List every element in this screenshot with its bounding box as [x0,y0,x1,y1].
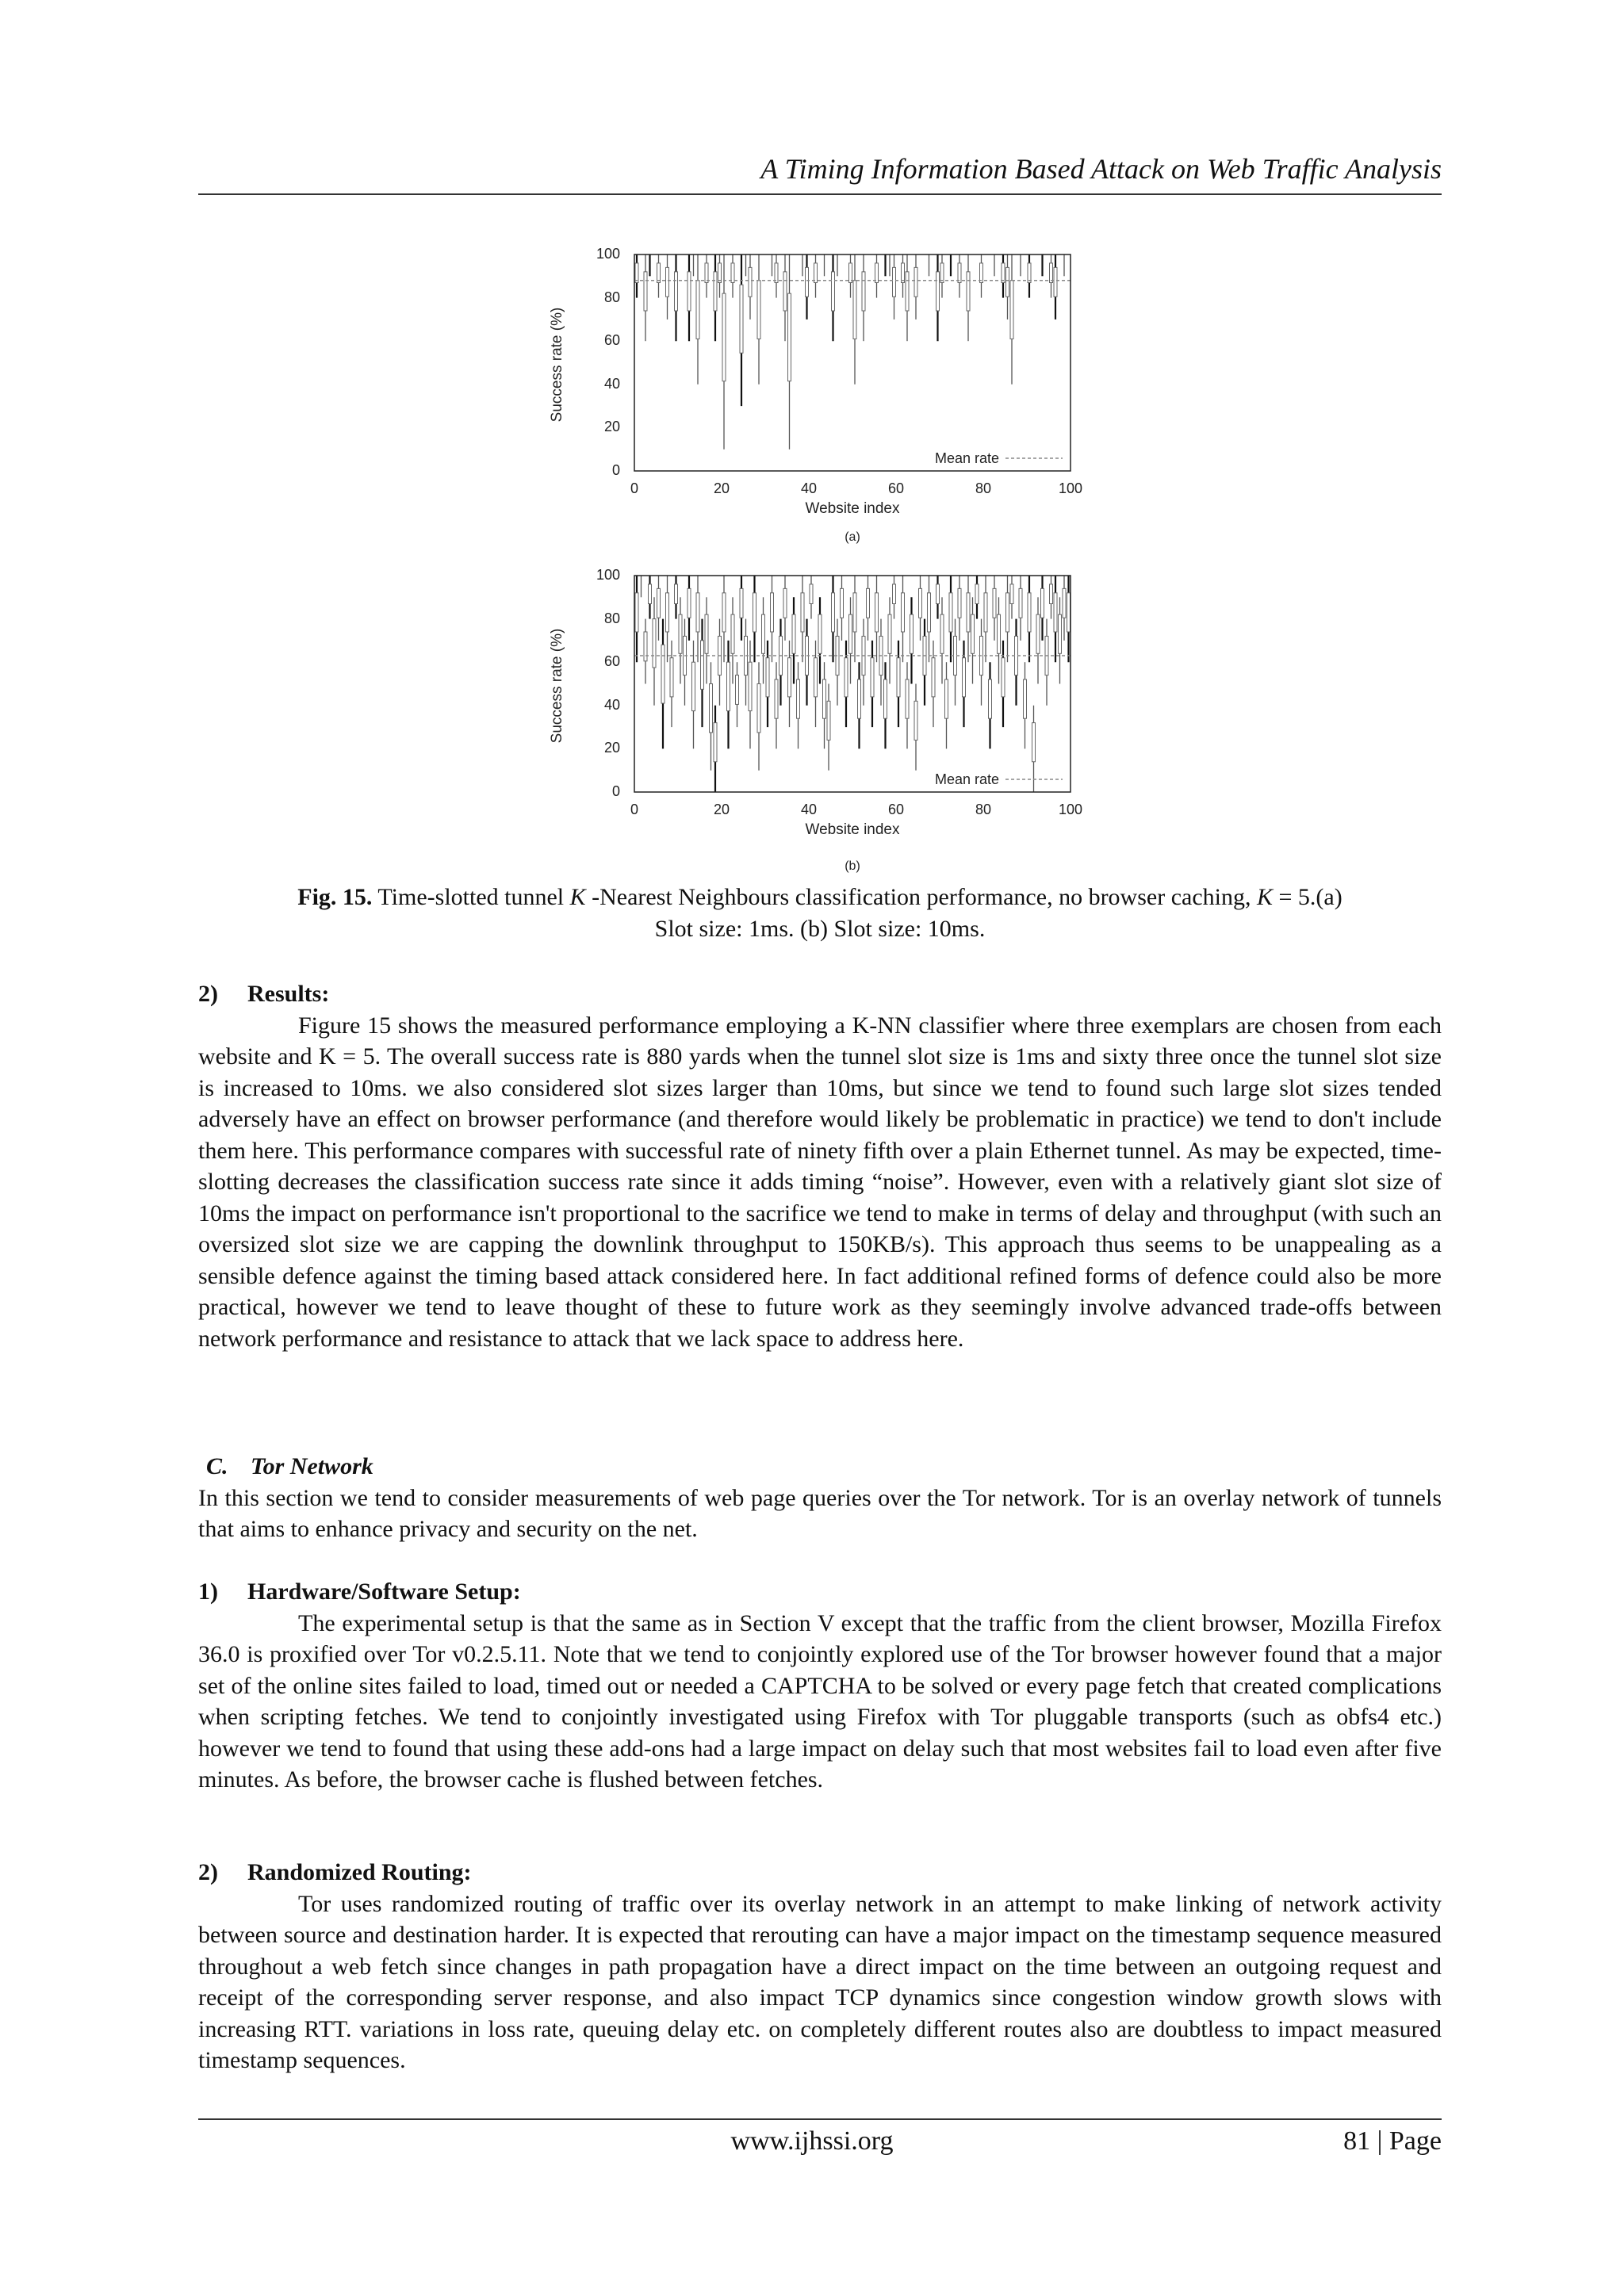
box-mark [1006,593,1009,632]
box-mark [845,658,848,697]
chart-b-xtick: 0 [630,802,639,817]
box-mark [906,679,909,718]
box-mark [675,272,678,311]
box-mark [862,272,865,311]
chart-a-legend-label: Mean rate [934,450,999,466]
box-mark [696,281,699,339]
running-header: A Timing Information Based Attack on Web Traffic Analysis [760,153,1442,185]
box-mark [783,588,787,618]
box-mark [906,272,909,311]
chart-b-panel-label: (b) [845,859,860,873]
box-mark [893,267,896,297]
box-mark [1067,593,1071,632]
section-body: Tor uses randomized routing of traffic over its overlay network in an attempt to make linking of network activity between source and destination harder. It is expected that rerouting can have a major impact on the timestamp sequence measured throughout a web fetch since changes in path propagation have a direct impact on the time between an outgoing request and receipt of the corresponding server response, and also impact TCP dynamics since congestion window growth slows with increasing RTT. variations in loss rate, queuing delay etc. on completely different routes also are doubtless to impact measured timestamp sequences. [198,1890,1442,2073]
subsection-letter: C. [206,1453,228,1479]
box-mark [749,267,752,297]
section-body: Figure 15 shows the measured performance employing a K-NN classifier where three exemplars are chosen from each website and K = 5. The overall success rate is 880 yards when the tunnel slot size is 1ms and sixty three once the tunnel slot size is increased to 10ms. we also considered slot sizes larger than 10ms, but since we tend to found such large slot sizes tended adversely have an effect on browser performance (and therefore would likely be problematic in practice) we tend to don't include them here. This performance compares with successful rate of ninety fifth over a plain Ethernet tunnel. As may be expected, time-slotting decreases the classification success rate since it adds timing “noise”. However, even with a relatively giant slot size of 10ms the impact on performance isn't proportional to the sacrifice we tend to make in terms of delay and throughput (with such an oversized slot size we are capping the downlink throughput to 150KB/s). This approach thus seems to be unappealing as a sensible defence against the timing based attack considered here. In fact additional refined forms of defence could also be more practical, however we tend to leave thought of these to future work as they seemingly involve advanced trade-offs between network performance and resistance to attack that we lack space to address here. [198,1012,1442,1352]
chart-b-ytick: 40 [603,697,620,713]
section-body: The experimental setup is that the same as in Section V except that the traffic from the client browser, Mozilla Firefox 36.0 is proxified over Tor v0.2.5.11. Note that we tend to conjointly explored use of the Tor browser however found that a major set of the online sites failed to load, timed out or needed a CAPTCHA to be solved or every page fetch that created complications when scripting fetches. We tend to conjointly investigated using Firefox with Tor pluggable transports (such as obfs4 etc.) however we tend to found that using these add-ons had a large impact on delay such that most websites fail to load even after five minutes. As before, the browser cache is flushed between fetches. [198,1609,1442,1793]
chart-a-panel-label: (a) [845,530,860,544]
footer-rule [198,2118,1442,2120]
box-mark [783,272,787,311]
box-mark [696,593,699,632]
box-mark [657,588,661,618]
chart-a-xtick: 0 [630,480,639,496]
box-mark [710,684,713,733]
box-mark [832,593,835,632]
box-mark [932,658,935,697]
box-mark [736,675,739,705]
caption-text-3: = 5.(a) [1273,884,1342,910]
box-mark [657,263,661,283]
box-mark [740,285,743,353]
box-mark [1006,267,1009,297]
box-mark [705,263,708,283]
box-mark [958,263,961,283]
chart-b-ytick: 20 [603,740,620,756]
section-results [198,978,1442,1354]
box-mark [775,679,778,718]
chart-b-xtick: 60 [887,802,905,817]
box-mark [705,614,708,653]
box-mark [949,593,952,632]
box-mark [875,263,879,283]
box-mark [1002,658,1005,697]
box-mark [823,679,826,718]
chart-a-ylabel: Success rate (%) [549,307,565,423]
chart-a-xtick: 60 [887,480,905,496]
box-mark [858,679,861,718]
box-mark [893,584,896,604]
chart-a-svg [523,238,1094,555]
chart-a-ytick: 0 [611,462,620,478]
box-mark [801,593,804,632]
box-mark [762,614,765,653]
box-mark [940,614,944,653]
box-mark [661,645,665,703]
chart-b-ylabel: Success rate (%) [549,628,565,744]
box-mark [989,679,992,718]
box-mark [688,588,691,618]
chart-b-legend-label: Mean rate [934,771,999,787]
section-number: 2) [198,1859,218,1885]
box-mark [688,272,691,311]
box-mark [936,584,940,604]
box-mark [998,614,1001,653]
box-mark [810,584,813,604]
box-mark [867,588,870,618]
chart-b-ytick: 100 [596,567,620,583]
box-mark [832,272,835,311]
chart-a-ytick: 100 [596,246,620,262]
box-mark [945,679,948,718]
chart-b-ytick: 0 [611,783,620,799]
box-mark [1054,267,1057,297]
box-mark [635,263,638,283]
box-mark [940,263,944,283]
box-mark [714,723,717,762]
box-mark [936,272,940,311]
section-number: 2) [198,981,218,1007]
box-mark [980,263,983,283]
box-mark [897,658,900,697]
box-mark [1041,588,1044,618]
box-mark [757,684,760,733]
box-mark [644,272,647,311]
chart-b-yticks [596,567,620,799]
box-mark [849,263,852,283]
box-mark [853,593,856,632]
box-mark [722,593,726,632]
box-mark [1002,263,1005,283]
figure-15b [523,559,1094,884]
chart-b-xtick: 20 [713,802,730,817]
box-mark [971,614,975,653]
section-number: 1) [198,1578,218,1605]
section-randomized-routing [198,1857,1442,2076]
box-mark [958,588,961,618]
box-mark [967,593,970,632]
box-mark [871,658,874,697]
box-mark [727,662,730,710]
box-mark [775,263,778,283]
box-mark [653,619,656,668]
chart-b-svg [523,559,1094,884]
box-mark [1050,263,1053,283]
section-heading [198,1857,1442,1888]
box-mark [928,593,931,632]
box-mark [731,263,734,283]
section-title: Randomized Routing: [247,1859,472,1885]
chart-a-ytick: 80 [603,289,620,305]
box-mark [679,614,682,653]
box-mark [1036,614,1040,653]
box-mark [875,593,879,632]
box-mark [788,293,791,381]
box-mark [919,588,922,618]
footer-website: www.ijhssi.org [730,2126,894,2156]
box-mark [757,281,760,339]
box-mark [853,281,856,339]
box-mark [849,614,852,653]
box-mark [910,614,914,653]
box-mark [731,614,734,653]
box-mark [914,267,917,297]
section-heading [198,1576,1442,1608]
box-mark [818,614,822,653]
box-mark [814,658,818,697]
box-mark [967,272,970,311]
box-mark [675,584,678,604]
box-mark [740,588,743,618]
chart-b-xticks [630,802,1082,817]
caption-k1: K [569,884,586,910]
box-mark [975,584,979,604]
box-mark [963,658,966,697]
box-mark [1059,614,1062,653]
box-mark [888,614,891,653]
box-mark [884,679,887,718]
subsection-title: Tor Network [251,1453,373,1479]
box-mark [1010,584,1013,604]
section-title: Hardware/Software Setup: [247,1578,521,1605]
box-mark [1028,593,1031,632]
box-mark [692,662,695,710]
box-mark [670,658,673,697]
caption-k2: K [1256,884,1273,910]
box-mark [993,588,996,618]
section-heading [198,978,1442,1010]
caption-label: Fig. 15. [297,884,373,910]
box-mark [1050,584,1053,604]
chart-a-xtick: 100 [1058,480,1083,496]
box-mark [644,632,647,661]
box-mark [814,263,818,283]
header-rule [198,193,1442,195]
box-mark [666,593,669,632]
section-hardware-setup [198,1576,1442,1796]
box-mark [1010,281,1013,339]
chart-b-xtick: 40 [800,802,818,817]
box-mark [753,593,756,632]
box-mark [1054,593,1057,632]
chart-a-xlabel: Website index [805,500,900,517]
box-mark [984,593,987,632]
chart-a-xtick: 20 [713,480,730,496]
chart-a-boxes [635,254,1069,450]
box-mark [771,593,774,632]
box-mark [718,263,722,283]
section-title: Results: [247,981,330,1007]
box-mark [1063,588,1066,618]
chart-a-xticks [630,480,1082,496]
chart-b-xtick: 100 [1058,802,1083,817]
chart-a-ytick: 40 [603,376,620,392]
box-mark [788,658,791,697]
box-mark [766,658,769,697]
chart-a-ytick: 60 [603,332,620,348]
box-mark [902,263,905,283]
chart-b-ytick: 60 [603,653,620,669]
footer-page-number: 81 | Page [1343,2126,1442,2156]
box-mark [722,293,726,381]
chart-a-yticks [596,246,620,478]
box-mark [1019,588,1022,618]
box-mark [1032,723,1036,762]
chart-b-xtick: 80 [975,802,992,817]
box-mark [806,267,809,297]
figure-caption [198,882,1442,945]
box-mark [902,593,905,632]
chart-b-xlabel: Website index [805,821,900,838]
box-mark [714,272,717,311]
box-mark [635,593,638,632]
caption-text-1: Time-slotted tunnel [372,884,570,910]
chart-a-ytick: 20 [603,419,620,434]
box-mark [841,588,844,618]
caption-text-2: -Nearest Neighbours classification performance, no browser caching, [585,884,1257,910]
chart-a-xtick: 80 [975,480,992,496]
box-mark [827,701,830,740]
caption-line-2: Slot size: 1ms. (b) Slot size: 10ms. [654,916,986,942]
section-body: In this section we tend to consider measurements of web page queries over the Tor network. Tor is an overlay network of tunnels that aims to enhance privacy and security on the net. [198,1484,1442,1542]
box-mark [701,641,704,689]
box-mark [749,662,752,710]
section-tor-network [198,1451,1442,1545]
box-mark [649,584,652,604]
chart-a-xtick: 40 [800,480,818,496]
chart-b-boxes [635,576,1071,792]
box-mark [1024,679,1027,718]
box-mark [797,679,800,718]
box-mark [954,636,957,675]
box-mark [1015,636,1018,675]
box-mark [792,614,795,653]
box-mark [1028,263,1031,283]
box-mark [666,267,669,297]
chart-b-ytick: 80 [603,610,620,626]
subsection-heading [198,1451,1442,1483]
figure-15a [523,238,1094,555]
box-mark [914,701,917,740]
